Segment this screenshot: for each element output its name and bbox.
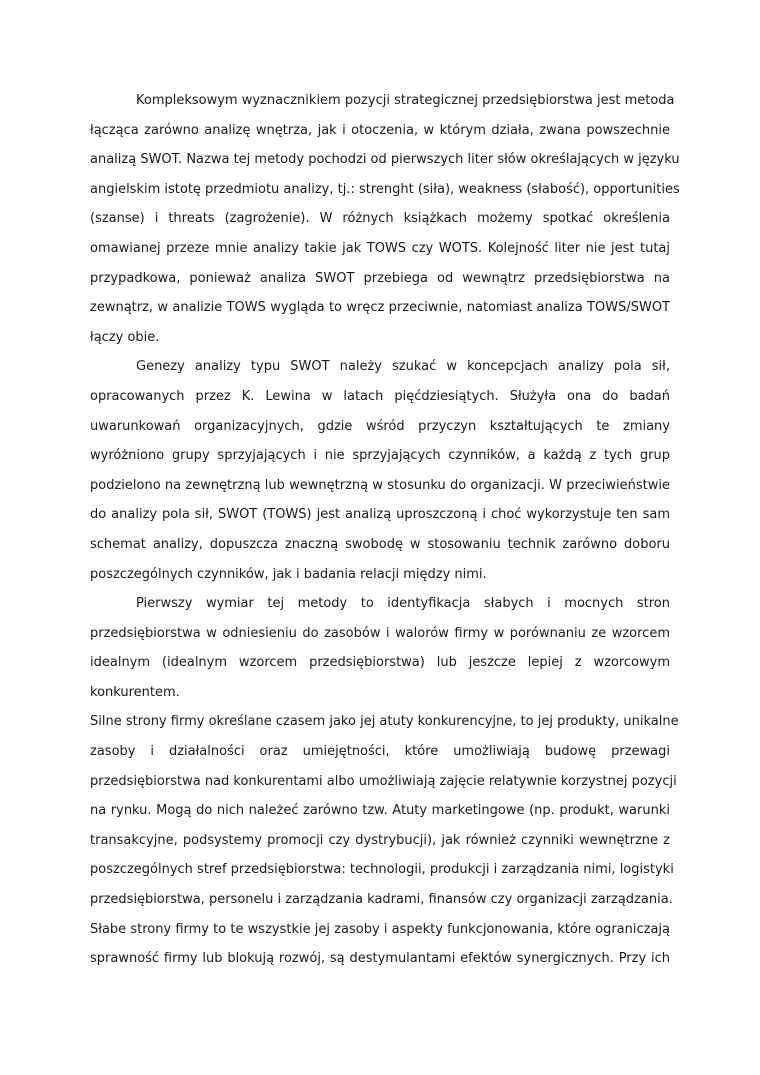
text-line: opracowanych przez K. Lewina w latach pięćdziesiątych. Służyła ona do badań [90, 388, 670, 404]
text-line: omawianej przeze mnie analizy takie jak TOWS czy WOTS. Kolejność liter nie jest tutaj [90, 240, 670, 256]
text-line: przedsiębiorstwa w odniesieniu do zasobów i walorów firmy w porównaniu ze wzorcem [90, 625, 670, 641]
text-line: schemat analizy, dopuszcza znaczną swobodę w stosowaniu technik zarówno doboru [90, 536, 670, 552]
text-line: poszczególnych stref przedsiębiorstwa: technologii, produkcji i zarządzania nimi, logistyki [90, 862, 674, 878]
text-line: sprawność firmy lub blokują rozwój, są destymulantami efektów synergicznych. Przy ich [90, 951, 670, 967]
paragraph-first-dimension [90, 589, 670, 707]
text-line: na rynku. Mogą do nich należeć zarówno tzw. Atuty marketingowe (np. produkt, warunki [90, 803, 670, 819]
text-line: Słabe strony firmy to te wszystkie jej zasoby i aspekty funkcjonowania, które ograniczają [90, 921, 670, 937]
text-line: zewnątrz, w analizie TOWS wygląda to wręcz przeciwnie, natomiast analiza TOWS/SWOT [90, 300, 670, 316]
paragraph-swot-intro [90, 86, 680, 352]
text-line: łączy obie. [90, 329, 160, 345]
text-line: poszczególnych czynników, jak i badania relacji między nimi. [90, 566, 487, 582]
text-line: konkurentem. [90, 684, 180, 700]
text-line: Silne strony firmy określane czasem jako jej atuty konkurencyjne, to jej produkty, unikalne [90, 714, 679, 730]
text-line: przedsiębiorstwa, personelu i zarządzania kadrami, finansów czy organizacji zarządzania. [90, 892, 673, 908]
text-line: idealnym (idealnym wzorcem przedsiębiorstwa) lub jeszcze lepiej z wzorcowym [90, 655, 670, 671]
text-line: angielskim istotę przedmiotu analizy, tj.: strenght (siła), weakness (słabość), opportunities [90, 181, 680, 197]
text-line: Genezy analizy typu SWOT należy szukać w koncepcjach analizy pola sił, [136, 359, 670, 375]
text-line: analizą SWOT. Nazwa tej metody pochodzi od pierwszych liter słów określających w języku [90, 152, 680, 168]
text-line: Pierwszy wymiar tej metody to identyfikacja słabych i mocnych stron [136, 596, 670, 612]
text-line: zasoby i działalności oraz umiejętności, które umożliwiają budowę przewagi [90, 744, 670, 760]
paragraph-strengths [90, 707, 679, 914]
text-line: uwarunkowań organizacyjnych, gdzie wśród przyczyn kształtujących te zmiany [90, 418, 670, 434]
text-line: (szanse) i threats (zagrożenie). W różnych książkach możemy spotkać określenia [90, 211, 670, 227]
text-line: wyróżniono grupy sprzyjających i nie sprzyjających czynników, a każdą z tych grup [90, 448, 670, 464]
text-line: łącząca zarówno analizę wnętrza, jak i otoczenia, w którym działa, zwana powszechnie [90, 122, 670, 138]
text-line: do analizy pola sił, SWOT (TOWS) jest analizą uproszczoną i choć wykorzystuje ten sam [90, 507, 670, 523]
text-line: przypadkowa, ponieważ analiza SWOT przebiega od wewnątrz przedsiębiorstwa na [90, 270, 670, 286]
text-line: transakcyjne, podsystemy promocji czy dystrybucji), jak również czynniki wewnętrzne z [90, 832, 670, 848]
paragraph-weaknesses [90, 915, 670, 974]
text-line: podzielono na zewnętrzną lub wewnętrzną w stosunku do organizacji. W przeciwieństwie [90, 477, 670, 493]
paragraph-swot-genesis [90, 352, 670, 589]
document-page [90, 86, 680, 974]
text-line: Kompleksowym wyznacznikiem pozycji strategicznej przedsiębiorstwa jest metoda [136, 93, 675, 108]
text-line: przedsiębiorstwa nad konkurentami albo umożliwiają zajęcie relatywnie korzystnej pozycji [90, 773, 677, 789]
